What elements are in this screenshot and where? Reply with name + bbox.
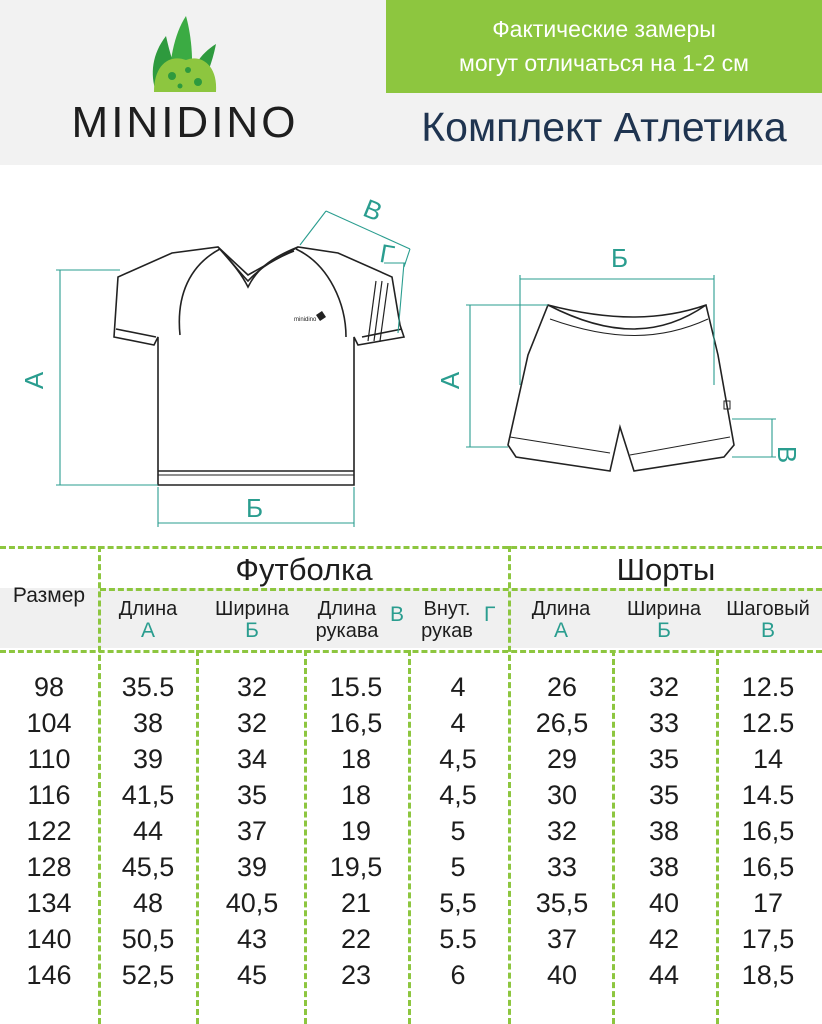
table-cell: 45,5: [121, 852, 175, 882]
col-header-shorts-length: [510, 598, 612, 642]
tshirt-drawing: [114, 247, 404, 485]
table-cell: 38: [132, 708, 164, 738]
row-size: 128: [26, 852, 72, 882]
table-cell: 12.5: [741, 708, 795, 738]
shorts-group-title: Шорты: [616, 552, 716, 587]
table-cell: 40,5: [225, 888, 279, 918]
row-size: 140: [26, 924, 72, 954]
table-cell: 35: [236, 780, 268, 810]
col-header-shorts-width: [612, 598, 716, 642]
table-cell: 40: [648, 888, 680, 918]
table-cell: 26: [546, 672, 578, 702]
table-cell: 41,5: [121, 780, 175, 810]
notice-banner: [386, 0, 822, 93]
header: [0, 0, 822, 165]
tshirt-dim-v: В: [359, 192, 387, 228]
table-cell: 44: [648, 960, 680, 990]
table-cell: 12.5: [741, 672, 795, 702]
shorts-dim-b: Б: [611, 243, 629, 273]
table-cell: 19: [340, 816, 372, 846]
col-header-letter: В: [760, 619, 775, 642]
col-header-tshirt-length: [100, 598, 196, 642]
brand-logo: [70, 14, 300, 154]
table-cell: 50,5: [121, 924, 175, 954]
table-cell: 18: [340, 780, 372, 810]
row-size: 122: [26, 816, 72, 846]
col-header-tshirt-width: [200, 598, 304, 642]
notice-line-2: могут отличаться на 1-2 см: [459, 50, 749, 76]
table-cell: 23: [340, 960, 372, 990]
tshirt-dimensions: [56, 211, 410, 527]
header-bottom-rule: [0, 650, 822, 653]
dino-leaf-icon: [70, 14, 300, 104]
col-header-line1: Ширина: [215, 598, 289, 620]
table-cell: 35.5: [121, 672, 175, 702]
brand-name: MINIDINO: [71, 98, 299, 147]
table-cell: 37: [236, 816, 268, 846]
table-cell: 37: [546, 924, 578, 954]
table-cell: 26,5: [535, 708, 589, 738]
col-header-line1: Длина: [531, 598, 591, 620]
table-cell: 14: [752, 744, 784, 774]
tshirt-dim-b: Б: [246, 493, 264, 523]
table-cell: 42: [648, 924, 680, 954]
table-cell: 32: [236, 672, 268, 702]
shorts-dim-v: В: [772, 445, 803, 464]
table-cell: 39: [236, 852, 268, 882]
col-header-line1: Длина: [317, 598, 377, 620]
table-cell: 16,5: [741, 816, 795, 846]
table-top-rule: [0, 546, 822, 549]
garment-drawings: [0, 165, 822, 545]
table-cell: 33: [546, 852, 578, 882]
table-cell: 5: [450, 852, 466, 882]
table-cell: 5,5: [439, 888, 477, 918]
col-header-letter: Б: [245, 619, 259, 642]
table-cell: 18: [340, 744, 372, 774]
table-cell: 19,5: [329, 852, 383, 882]
row-size: 104: [26, 708, 72, 738]
row-size: 134: [26, 888, 72, 918]
row-size: 98: [33, 672, 65, 702]
shorts-dim-a: А: [435, 371, 466, 390]
table-cell: 43: [236, 924, 268, 954]
table-cell: 16,5: [741, 852, 795, 882]
tshirt-chest-logo: minidino: [294, 317, 317, 323]
table-cell: 4,5: [439, 780, 477, 810]
col-header-sleeve-length: [306, 598, 405, 642]
table-cell: 52,5: [121, 960, 175, 990]
row-size: 146: [26, 960, 72, 990]
col-header-inner-sleeve: [414, 598, 496, 642]
table-cell: 35: [648, 744, 680, 774]
table-cell: 39: [132, 744, 164, 774]
col-header-letter: А: [140, 619, 155, 642]
table-cell: 16,5: [329, 708, 383, 738]
tshirt-dim-a: А: [19, 371, 50, 390]
table-cell: 5: [450, 816, 466, 846]
table-cell: 38: [648, 852, 680, 882]
table-cell: 4: [450, 708, 466, 738]
table-cell: 48: [132, 888, 164, 918]
table-cell: 17: [752, 888, 784, 918]
tshirt-dim-g: Г: [377, 238, 397, 271]
notice-line-1: Фактические замеры: [492, 16, 716, 42]
col-header-letter: Б: [657, 619, 671, 642]
col-header-letter: А: [553, 619, 568, 642]
row-size: 116: [27, 780, 71, 810]
shorts-drawing: [508, 305, 734, 471]
col-header-line1: Ширина: [627, 598, 701, 620]
table-cell: 5.5: [439, 924, 477, 954]
col-header-letter: В: [390, 603, 405, 626]
col-header-inseam: [716, 598, 820, 642]
col-header-line2: рукав: [421, 620, 473, 642]
table-cell: 22: [340, 924, 372, 954]
group-rule: [100, 588, 822, 591]
measurement-diagrams: [0, 165, 822, 545]
size-table: [0, 546, 822, 1024]
tshirt-group-title: Футболка: [235, 552, 373, 587]
table-cell: 40: [546, 960, 578, 990]
table-cell: 15.5: [329, 672, 383, 702]
table-cell: 38: [648, 816, 680, 846]
row-size: 110: [27, 744, 71, 774]
col-header-line1: Длина: [118, 598, 178, 620]
product-title: Комплект Атлетика: [421, 104, 787, 150]
table-cell: 45: [236, 960, 268, 990]
size-column-header: Размер: [12, 584, 86, 607]
table-cell: 33: [648, 708, 680, 738]
table-cell: 17,5: [741, 924, 795, 954]
table-cell: 32: [546, 816, 578, 846]
table-cell: 6: [450, 960, 466, 990]
table-cell: 4: [450, 672, 466, 702]
col-header-line2: рукава: [315, 620, 379, 642]
table-cell: 18,5: [741, 960, 795, 990]
table-cell: 21: [340, 888, 372, 918]
table-cell: 30: [546, 780, 578, 810]
table-cell: 32: [648, 672, 680, 702]
table-cell: 34: [236, 744, 268, 774]
table-cell: 44: [132, 816, 164, 846]
col-header-line1: Внут.: [423, 598, 471, 620]
table-cell: 32: [236, 708, 268, 738]
table-cell: 35,5: [535, 888, 589, 918]
col-header-letter: Г: [484, 603, 496, 626]
table-cell: 35: [648, 780, 680, 810]
table-cell: 29: [546, 744, 578, 774]
table-cell: 14.5: [741, 780, 795, 810]
col-header-line1: Шаговый: [726, 598, 810, 620]
table-cell: 4,5: [439, 744, 477, 774]
